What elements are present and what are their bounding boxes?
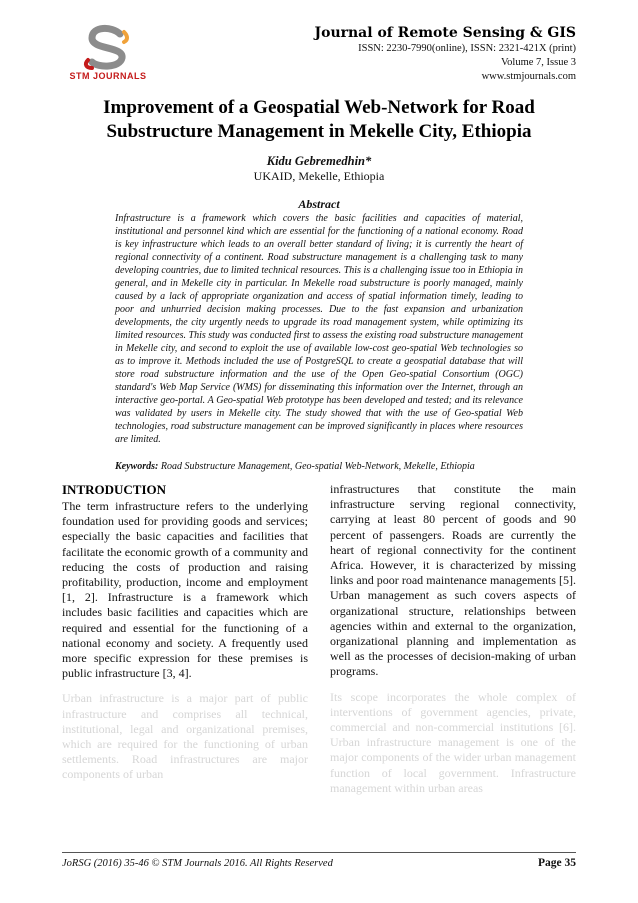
intro-paragraph-1: The term infrastructure refers to the underlying foundation used for providing goods and services; especially the basic capacities and facilities that facilitate the economic growth of a community and reducing the costs of production and raising profitability, production, income and employment [1, 2]. Infrastructure is a framework which includes basic facilities and capacities which are required and essential for the functioning of a national economy and society. A frequently used more specific expression for these premises is public infrastructure [3, 4].	[62, 499, 308, 681]
section-heading-introduction: INTRODUCTION	[62, 482, 167, 497]
right-column	[330, 482, 576, 796]
issn-line: ISSN: 2230-7990(online), ISSN: 2321-421X (print)	[358, 43, 576, 54]
abstract-heading: Abstract	[298, 197, 340, 211]
page-number: Page 35	[537, 857, 576, 869]
intro-paragraph-4-faded: Its scope incorporates the whole complex of interventions of government agencies, private, commercial and non-commercial institutions [6]. Urban infrastructure management is one of the major components of the wider urban management function of local government. Infrastructure management within urban areas	[330, 689, 576, 795]
keywords-label: Keywords:	[115, 461, 159, 472]
footer-citation: JoRSG (2016) 35-46 © STM Journals 2016. All Rights Reserved	[62, 858, 333, 869]
left-column	[62, 482, 308, 783]
journal-header	[314, 24, 576, 84]
journal-website: www.stmjournals.com	[481, 71, 576, 82]
volume-issue: Volume 7, Issue 3	[500, 57, 576, 68]
stm-journals-logo	[62, 24, 154, 86]
intro-paragraph-3: infrastructures that constitute the main infrastructure serving regional connectivity, carrying at least 80 percent of goods and 90 percent of passengers. Roads are currently the heart of regional connectivity for the continent Africa. However, it is characterized by missing links and poor road maintenance managements [5]. Urban management as such covers aspects of organizational structure, relationships between agencies within and external to the organization, organizational planning and implementation as well as the processes of decision-making of urban programs.	[330, 482, 576, 679]
journal-name: Journal of Remote Sensing & GIS	[314, 25, 576, 41]
keywords-text: Road Substructure Management, Geo-spatial Web-Network, Mekelle, Ethiopia	[160, 461, 475, 472]
author-affiliation: UKAID, Mekelle, Ethiopia	[253, 169, 385, 183]
stm-swoosh-icon	[62, 24, 154, 70]
intro-paragraph-2-faded: Urban infrastructure is a major part of public infrastructure and comprises all technical, institutional, legal and organizational premises, which are required for the functioning of urban settlements. Road infrastructures are major components of urban	[62, 691, 308, 782]
paper-title: Improvement of a Geospatial Web-Network for Road Substructure Management in Mekelle City, Ethiopia	[103, 97, 535, 142]
logo-text: STM JOURNALS	[69, 71, 147, 81]
abstract-text: Infrastructure is a framework which covers the basic facilities and capacities of material, institutional and personnel kind which are essential for the functioning of a national economy. Road is key infrastructure which leads to an overall better standard of living; it is currently the heart of regional connectivity of a continent. Road substructure management is a challenging task to many developing countries, due to limited technical resources. This is a challenging issue too in Ethiopia in general, and in Mekelle city in particular. In Mekelle road substructure is poorly managed, mainly caused by a lack of appropriate organization and access of spatial information timely, leading to poor and unhurried decision making processes. Due to the fast expansion and urbanization developments, the city urgently needs to upgrade its road management system, while optimizing its limited resources. This study was conducted first to assess the existing road substructure management in Mekelle city, and second to exploit the use of available low-cost geo-spatial Web technologies so as to improve it. Methods included the use of PostgreSQL to create a geospatial database that will store road substructure information and the use of the Open Geo-spatial Consortium (OGC) standard's Web Map Service (WMS) for disseminating this information over the Internet, through an interactive geo-portal. A Geo-spatial Web prototype has been developed and tested; and its relevance was validated by users in Mekelle city. The study showed that with the use of Geo-spatial Web technologies, road substructure management can be improved significantly in places where resources are limited.	[115, 213, 523, 445]
author-name: Kidu Gebremedhin*	[266, 154, 372, 168]
keywords-line	[115, 460, 523, 473]
footer-divider	[62, 852, 576, 853]
